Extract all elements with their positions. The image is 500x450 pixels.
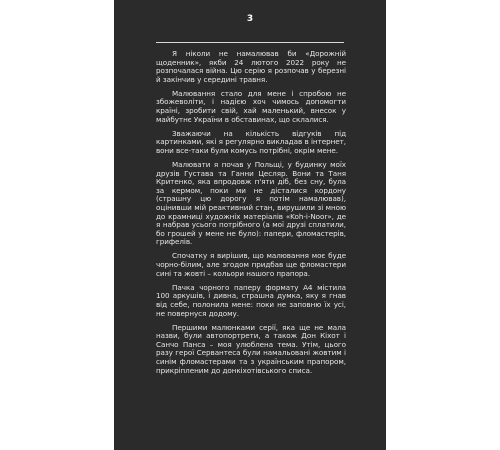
body-text [156,50,346,381]
paragraph: Я ніколи не намалював би «Дорожній щоденник», якби 24 лютого 2022 року не розпочалася війна. Цю серію я розпочав у березні й закінчив у середині травня. [156,49,346,84]
paragraph: Першими малюнками серії, яка ще не мала назви, були автопортрети, а також Дон Кіхот і Санчо Панса – моя улюблена тема. Утім, цього разу герої Сервантеса були намальовані жовтим і синім фломастерами та з українським прапором, прикріпленим до донкіхотівського списа. [156,322,346,375]
paragraph: Малювання стало для мене і спробою не збожеволіти, і надією хоч чимось допомогти країні, зробити свій, хай маленький, внесок у майбутнє України в обставинах, що склалися. [156,88,346,124]
paragraph: Пачка чорного паперу формату А4 містила 100 аркушів, і дивна, страшна думка, яку я гнав від себе, полонила мене: поки не заповню їх усі, не повернуся додому. [156,282,346,318]
header-divider [156,42,344,43]
book-page [114,0,386,450]
paragraph: Малювати я почав у Польщі, у будинку моїх друзів Густава та Ганни Цесляр. Вони та Таня Критенко, яка впродовж п'яти діб, без сну, була за кермом, поки ми не дісталися кордону (страшну цю дорогу я потім намалював), оцінивши мій реактивний стан, вирушили зі мною до крамниці художніх матеріалів «Koh-i-Noor», де я набрав усього потрібного (а мої друзі сплатили, бо грошей у мене не було): папери, фломастерів, грифелів. [156,160,346,247]
paragraph: Зважаючи на кількість відгуків під картинками, які я регулярно викладав в інтернет, вони все-таки були комусь потрібні, окрім мене. [156,128,346,155]
page-number: 3 [246,14,254,24]
paragraph: Спочатку я вирішив, що малювання моє буде чорно-білим, але згодом придбав ще фломастери сині та жовті – кольори нашого прапора. [156,251,346,278]
